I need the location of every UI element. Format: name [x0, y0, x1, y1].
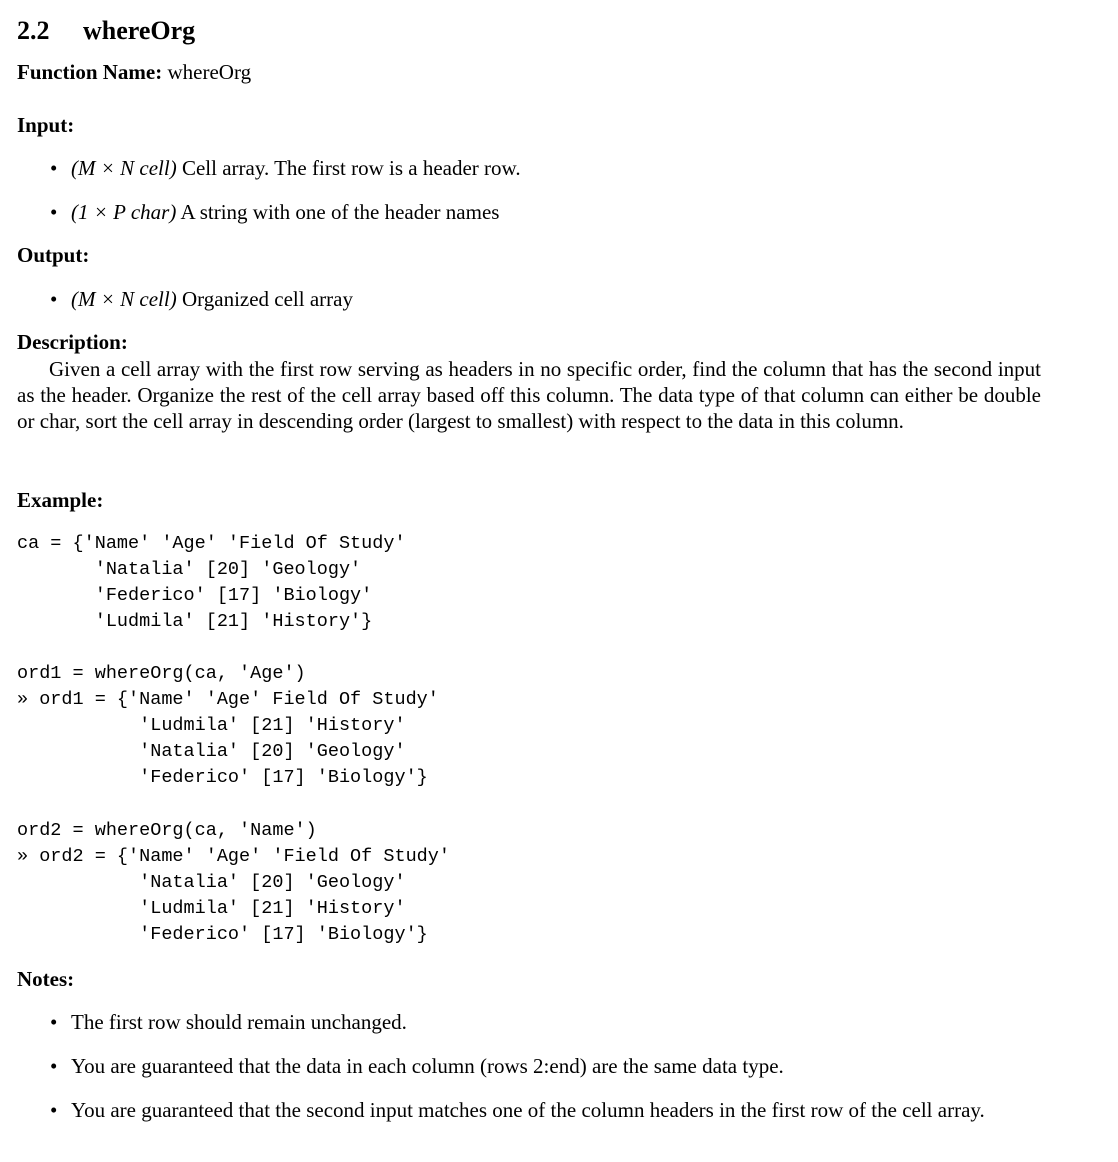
output-type: (M × N cell) — [71, 287, 177, 311]
code-block-ca: ca = {'Name' 'Age' 'Field Of Study' 'Natalia' [20] 'Geology' 'Federico' [17] 'Biology' 'Ludmila' [21] 'History'} — [17, 533, 406, 632]
note-item — [50, 1054, 784, 1079]
function-name — [17, 60, 251, 85]
input-type: (1 × P char) — [71, 200, 177, 224]
section-title: whereOrg — [83, 16, 196, 45]
input-text: Cell array. The first row is a header row. — [181, 156, 521, 180]
description-label: Description: — [17, 330, 128, 354]
output-label: Output: — [17, 243, 90, 267]
input-label: Input: — [17, 113, 75, 137]
function-name-label: Function Name: — [17, 60, 163, 84]
note-item — [50, 1097, 1040, 1124]
note-item — [50, 1010, 407, 1035]
note-text: You are guaranteed that the data in each column (rows 2:end) are the same data type. — [71, 1054, 784, 1078]
input-item — [50, 156, 521, 181]
input-item — [50, 200, 499, 225]
section-number: 2.2 — [17, 16, 50, 45]
note-text: • You are guaranteed that the second input matches one of the column headers in the first row of the cell array. — [71, 1098, 985, 1122]
notes-label: Notes: — [17, 967, 75, 991]
code-block-ord2: ord2 = whereOrg(ca, 'Name') » ord2 = {'Name' 'Age' 'Field Of Study' 'Natalia' [20] 'Geology' 'Ludmila' [21] 'History' 'Federico' [17] 'Biology'} — [17, 820, 450, 945]
section-heading — [17, 16, 195, 46]
output-item — [50, 287, 353, 312]
example-label: Example: — [17, 488, 104, 512]
description-text: Given a cell array with the first row serving as headers in no specific order, find the column that has the second input as the header. Organize the rest of the cell array based off this column. The data type of that column can either be double or char, sort the cell array in descending order (largest to smallest) with respect to the data in this column. — [17, 357, 1041, 433]
output-text: Organized cell array — [181, 287, 353, 311]
code-block-ord1: ord1 = whereOrg(ca, 'Age') » ord1 = {'Name' 'Age' Field Of Study' 'Ludmila' [21] 'History' 'Natalia' [20] 'Geology' 'Federico' [17] 'Biology'} — [17, 663, 439, 788]
input-text: A string with one of the header names — [180, 200, 500, 224]
note-text: The first row should remain unchanged. — [71, 1010, 407, 1034]
function-name-value: whereOrg — [167, 60, 252, 84]
input-type: (M × N cell) — [71, 156, 177, 180]
description-paragraph — [17, 356, 1041, 434]
